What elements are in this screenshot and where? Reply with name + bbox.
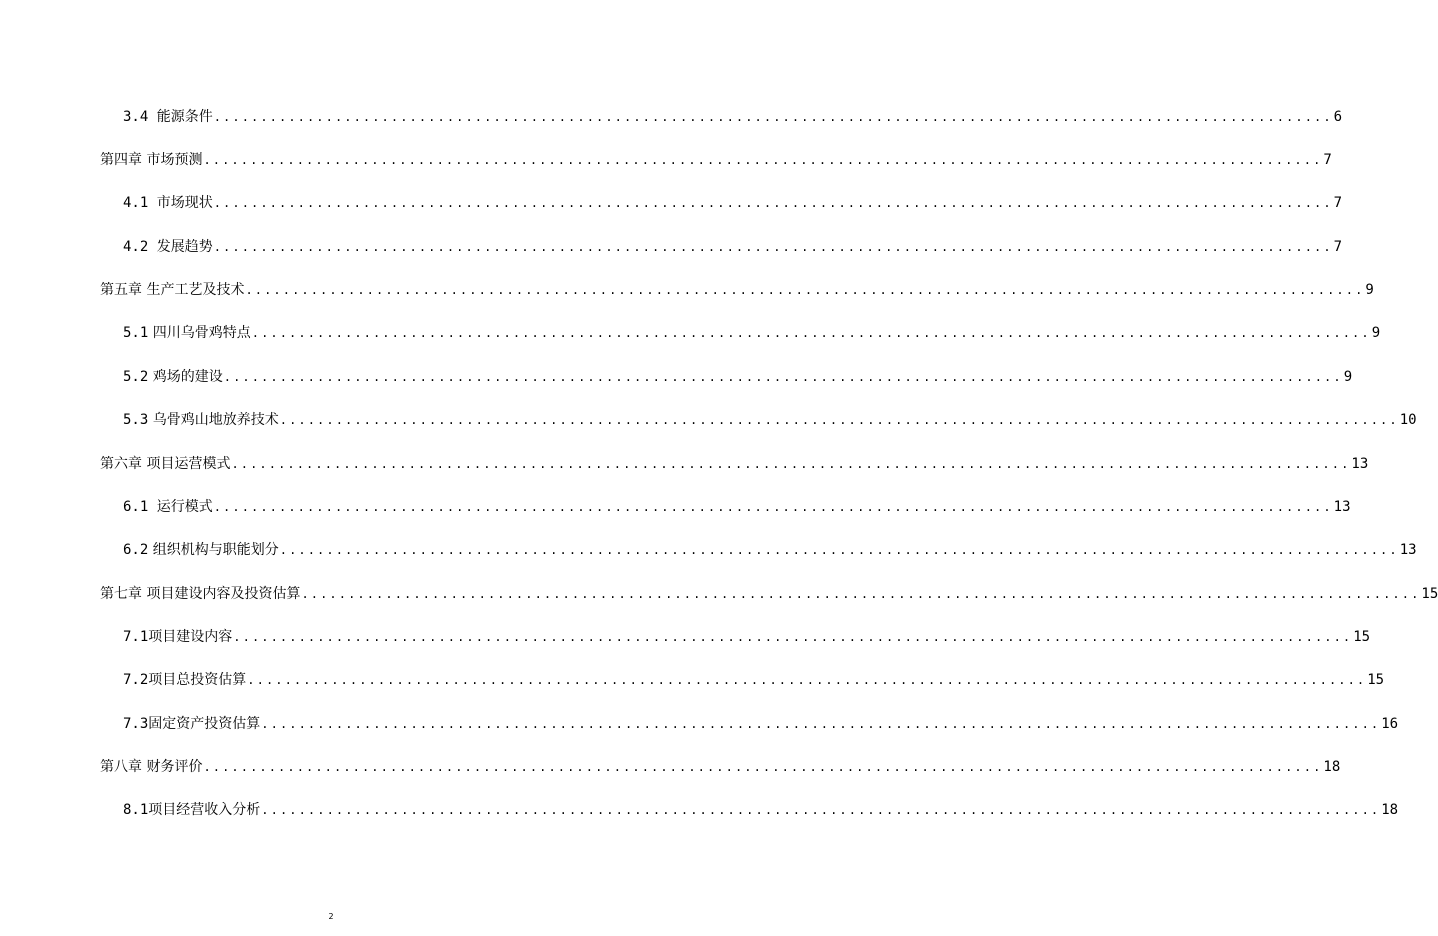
toc-entry-label (123, 498, 213, 516)
toc-entry[interactable] (123, 320, 1381, 342)
toc-entry-page: 13 (1351, 456, 1369, 472)
toc-entry[interactable] (123, 234, 1343, 256)
toc-entry[interactable] (123, 494, 1351, 516)
toc-dot-leader: ........................................................................................................................ (203, 760, 1323, 774)
toc-entry-number: 4.2 (123, 239, 157, 255)
toc-entry-title: 生产工艺及技术 (146, 282, 245, 298)
toc-entry-title: 项目经营收入分析 (148, 802, 261, 818)
toc-entry-page: 7 (1333, 239, 1343, 255)
toc-entry-number: 7.1 (123, 629, 149, 645)
toc-dot-leader: ........................................................................................................................ (251, 326, 1371, 340)
toc-entry-title: 财务评价 (146, 759, 203, 775)
toc-dot-leader: ........................................................................................................................ (213, 500, 1333, 514)
toc-entry-page: 15 (1421, 586, 1438, 602)
toc-entry-label (123, 194, 213, 212)
toc-entry[interactable] (123, 537, 1417, 559)
toc-entry-title: 能源条件 (156, 109, 213, 125)
toc-entry[interactable] (123, 104, 1343, 126)
toc-entry-number: 6.1 (123, 499, 157, 515)
toc-entry-number: 5.1 (123, 325, 149, 341)
toc-entry-title: 发展趋势 (156, 239, 213, 255)
toc-entry-label (123, 801, 260, 819)
toc-entry-label (123, 108, 213, 126)
toc-dot-leader: ........................................................................................................................ (261, 717, 1381, 731)
toc-entry-number: 8.1 (123, 802, 149, 818)
toc-entry[interactable] (100, 451, 1369, 473)
toc-entry-title: 项目建设内容及投资估算 (146, 586, 301, 602)
toc-entry[interactable] (123, 667, 1385, 689)
toc-dot-leader: ........................................................................................................................ (245, 283, 1365, 297)
toc-entry-label (123, 411, 279, 429)
page-number: 2 (328, 912, 334, 921)
toc-entry-page: 7 (1323, 152, 1332, 168)
toc-entry-number: 4.1 (123, 195, 157, 211)
toc-entry[interactable] (123, 711, 1399, 733)
toc-entry-label (100, 758, 202, 776)
toc-entry-number: 5.2 (123, 369, 149, 385)
toc-entry[interactable] (123, 190, 1343, 212)
toc-entry-number: 7.3 (123, 716, 149, 732)
toc-entry-label (100, 585, 300, 603)
toc-entry-number: 7.2 (123, 672, 149, 688)
toc-entry-label (123, 715, 260, 733)
toc-entry-page: 9 (1371, 325, 1381, 341)
toc-entry-page: 7 (1333, 195, 1343, 211)
toc-dot-leader: ........................................................................................................................ (279, 413, 1399, 427)
toc-entry-title: 市场预测 (146, 152, 203, 168)
toc-entry-number: 5.3 (123, 412, 149, 428)
toc-entry-page: 15 (1367, 672, 1385, 688)
toc-entry-label (100, 281, 244, 299)
toc-entry-label (100, 151, 202, 169)
toc-entry-label (100, 455, 230, 473)
toc-entry-page: 9 (1343, 369, 1353, 385)
toc-entry[interactable] (123, 407, 1417, 429)
toc-entry-page: 10 (1399, 412, 1417, 428)
toc-entry-title: 项目总投资估算 (148, 672, 247, 688)
toc-entry[interactable] (100, 147, 1332, 169)
toc-dot-leader: ........................................................................................................................ (231, 457, 1351, 471)
toc-entry-page: 16 (1381, 716, 1399, 732)
toc-entry-title: 项目建设内容 (148, 629, 233, 645)
toc-entry-label (123, 238, 213, 256)
toc-entry-page: 13 (1333, 499, 1351, 515)
toc-dot-leader: ........................................................................................................................ (213, 240, 1333, 254)
toc-dot-leader: ........................................................................................................................ (203, 153, 1323, 167)
toc-entry-title: 鸡场的建设 (152, 369, 223, 385)
toc-entry-label (123, 671, 246, 689)
toc-dot-leader: ........................................................................................................................ (213, 110, 1333, 124)
toc-entry-title: 组织机构与职能划分 (152, 542, 279, 558)
toc-entry-title: 乌骨鸡山地放养技术 (152, 412, 279, 428)
toc-entry-number: 3.4 (123, 109, 157, 125)
toc-entry-label (123, 541, 279, 559)
toc-entry-number: 第六章 (100, 456, 147, 472)
toc-entry[interactable] (123, 797, 1399, 819)
toc-entry-number: 第七章 (100, 586, 147, 602)
toc-dot-leader: ........................................................................................................................ (223, 370, 1343, 384)
toc-entry-page: 6 (1333, 109, 1343, 125)
toc-entry-number: 第四章 (100, 152, 147, 168)
toc-entry[interactable] (123, 624, 1371, 646)
toc-entry-number: 6.2 (123, 542, 149, 558)
toc-entry-title: 市场现状 (156, 195, 213, 211)
toc-entry-page: 9 (1365, 282, 1374, 298)
toc-entry-page: 13 (1399, 542, 1417, 558)
toc-dot-leader: ........................................................................................................................ (261, 803, 1381, 817)
toc-dot-leader: ........................................................................................................................ (279, 543, 1399, 557)
toc-dot-leader: ........................................................................................................................ (233, 630, 1353, 644)
toc-entry-number: 第五章 (100, 282, 147, 298)
toc-entry-label (123, 628, 232, 646)
toc-entry[interactable] (100, 277, 1374, 299)
toc-entry-title: 项目运营模式 (146, 456, 231, 472)
toc-entry-label (123, 324, 251, 342)
toc-entry-title: 固定资产投资估算 (148, 716, 261, 732)
toc-entry-title: 四川乌骨鸡特点 (152, 325, 251, 341)
toc-entry[interactable] (100, 581, 1438, 603)
toc-entry-title: 运行模式 (156, 499, 213, 515)
toc-entry-page: 15 (1353, 629, 1371, 645)
toc-entry-page: 18 (1381, 802, 1399, 818)
toc-entry-label (123, 368, 223, 386)
toc-dot-leader: ........................................................................................................................ (247, 673, 1367, 687)
toc-entry[interactable] (123, 364, 1353, 386)
toc-dot-leader: ........................................................................................................................ (213, 196, 1333, 210)
toc-entry-page: 18 (1323, 759, 1341, 775)
toc-entry-number: 第八章 (100, 759, 147, 775)
toc-dot-leader: ........................................................................................................................ (301, 587, 1421, 601)
toc-entry[interactable] (100, 754, 1341, 776)
